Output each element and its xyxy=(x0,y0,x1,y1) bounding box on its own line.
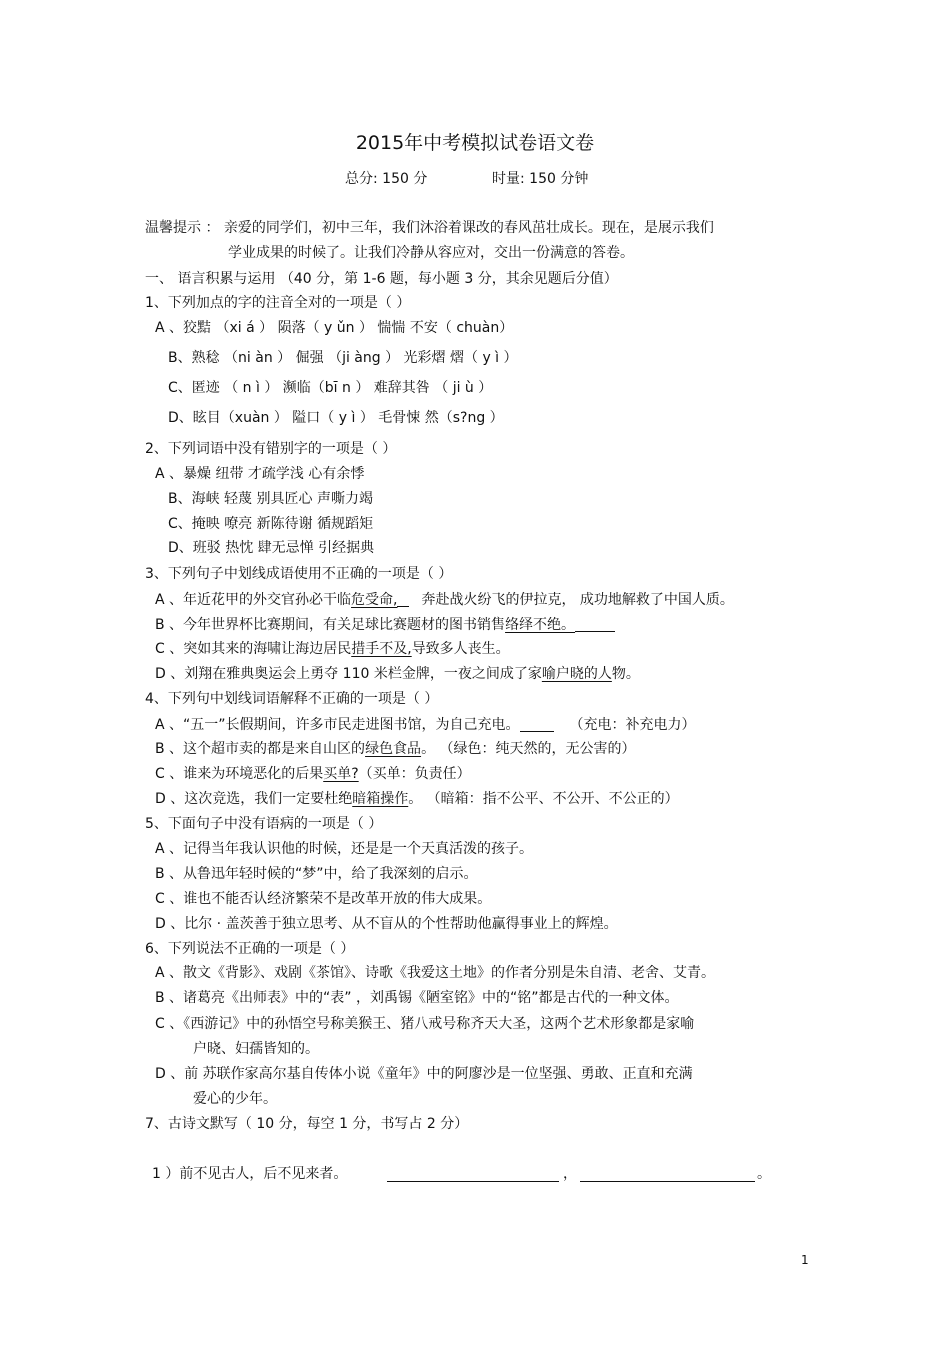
question-7-item-1-prompt: 1 ）前不见古人，后不见来者。 xyxy=(152,1166,348,1182)
question-3-option-c: C 、突如其来的海啸让海边居民措手不及,导致多人丧生。 xyxy=(155,641,510,657)
tip-line-1: 温馨提示 ： 亲爱的同学们，初中三年，我们沐浴着课改的春风茁壮成长。现在，是展示我们 xyxy=(145,220,714,236)
question-5-stem: 5、下面句子中没有语病的一项是（ ） xyxy=(145,816,383,832)
question-6-option-d-line-2: 爱心的少年。 xyxy=(193,1091,277,1107)
question-5-option-a: A 、记得当年我认识他的时候，还是是一个天真活泼的孩子。 xyxy=(155,841,534,857)
question-6-option-b: B 、诸葛亮《出师表》中的“表” ，刘禹锡《陋室铭》中的“铭”都是古代的一种文体。 xyxy=(155,990,679,1006)
underlined-word: 买单? xyxy=(323,766,359,782)
question-6-option-a: A 、散文《背影》、戏剧《茶馆》、诗歌《我爱这土地》的作者分别是朱自清、老舍、艾青。 xyxy=(155,965,716,981)
question-4-option-a: A 、“五一”长假期间，许多市民走进图书馆，为自己充电。 （充电：补充电力） xyxy=(155,717,696,733)
answer-blank-2[interactable] xyxy=(580,1180,755,1182)
question-5-option-d: D 、比尔 · 盖茨善于独立思考、从不盲从的个性帮助他赢得事业上的辉煌。 xyxy=(155,916,618,932)
page-number: 1 xyxy=(801,1253,809,1267)
question-1-stem: 1、下列加点的字的注音全对的一项是（ ） xyxy=(145,295,411,311)
underlined-idiom: 危受命, xyxy=(351,592,398,608)
question-2-option-c: C、掩映 嘹亮 新陈待谢 循规蹈矩 xyxy=(168,516,374,532)
total-score: 总分: 150 分 xyxy=(345,171,428,187)
underline-blank xyxy=(575,617,615,632)
period-mark: 。 xyxy=(757,1166,771,1182)
question-5-option-c: C 、谁也不能否认经济繁荣不是改革开放的伟大成果。 xyxy=(155,891,492,907)
question-7-stem: 7、古诗文默写（ 10 分，每空 1 分，书写占 2 分） xyxy=(145,1116,469,1132)
underlined-word: 绿色食品 xyxy=(365,741,422,757)
question-6-option-c-line-2: 户晓、妇孺皆知的。 xyxy=(193,1041,319,1057)
question-4-option-c: C 、谁来为环境恶化的后果买单?（买单：负责任） xyxy=(155,766,471,782)
section-heading: 一、 语言积累与运用 （40 分，第 1-6 题，每小题 3 分，其余见题后分值） xyxy=(145,271,618,287)
comma-mark: ， xyxy=(563,1166,577,1182)
page-title: 2015年中考模拟试卷语文卷 xyxy=(355,132,595,154)
question-4-option-d: D 、这次竞选，我们一定要杜绝暗箱操作。 （暗箱：指不公平、不公开、不公正的） xyxy=(155,791,679,807)
question-4-option-b: B 、这个超市卖的都是来自山区的绿色食品。 （绿色：纯天然的，无公害的） xyxy=(155,741,636,757)
question-3-stem: 3、下列句子中划线成语使用不正确的一项是（ ） xyxy=(145,566,453,582)
question-1-option-b: B、熟稔 （ni àn ） 倔强 （ji àng ） 光彩熠 熠（ y ì ） xyxy=(168,350,518,366)
question-4-stem: 4、下列句中划线词语解释不正确的一项是（ ） xyxy=(145,691,439,707)
underlined-word: 暗箱操作 xyxy=(352,791,409,807)
underlined-idiom: 措手不及, xyxy=(351,641,412,657)
underline-blank xyxy=(397,592,409,607)
answer-blank-1[interactable] xyxy=(387,1180,559,1182)
question-6-option-d-line-1: D 、前 苏联作家高尔基自传体小说《童年》中的阿廖沙是一位坚强、勇敢、正直和充满 xyxy=(155,1066,693,1082)
time-limit: 时量: 150 分钟 xyxy=(492,171,589,187)
question-2-option-d: D、班驳 热忱 肆无忌惮 引经据典 xyxy=(168,540,375,556)
question-2-stem: 2、下列词语中没有错别字的一项是（ ） xyxy=(145,441,397,457)
question-2-option-a: A 、暴燥 纽带 才疏学浅 心有余悸 xyxy=(155,466,365,482)
question-6-option-c-line-1: C 、《西游记》中的孙悟空号称美猴王、猪八戒号称齐天大圣，这两个艺术形象都是家喻 xyxy=(155,1016,695,1032)
tip-line-2: 学业成果的时候了。让我们冷静从容应对，交出一份满意的答卷。 xyxy=(228,245,634,261)
question-3-option-b: B 、今年世界杯比赛期间，有关足球比赛题材的图书销售络绎不绝。 xyxy=(155,617,615,632)
underline-blank xyxy=(520,717,554,732)
question-5-option-b: B 、从鲁迅年轻时候的“梦”中，给了我深刻的启示。 xyxy=(155,866,478,882)
question-6-stem: 6、下列说法不正确的一项是（ ） xyxy=(145,941,355,957)
question-1-option-a: A 、狡黠 （xi á ） 陨落（ y ǔn ） 惴惴 不安（ chuàn） xyxy=(155,320,514,336)
question-1-option-c: C、匿迹 （ n ì ） 濒临（bī n ） 难辞其咎 （ ji ù ） xyxy=(168,380,493,396)
question-1-option-d: D、眩目（xuàn ） 隘口（ y ì ） 毛骨悚 然（s?ng ） xyxy=(168,410,504,426)
underlined-idiom: 络绎不绝。 xyxy=(505,617,576,633)
underlined-idiom: 喻户晓的人 xyxy=(541,666,612,682)
question-3-option-d: D 、刘翔在雅典奥运会上勇夺 110 米栏金牌，一夜之间成了家喻户晓的人物。 xyxy=(155,666,640,682)
question-3-option-a: A 、年近花甲的外交官孙必干临危受命, 奔赴战火纷飞的伊拉克， 成功地解救了中国人质。 xyxy=(155,592,734,608)
question-2-option-b: B、海峡 轻蔑 别具匠心 声嘶力竭 xyxy=(168,491,373,507)
